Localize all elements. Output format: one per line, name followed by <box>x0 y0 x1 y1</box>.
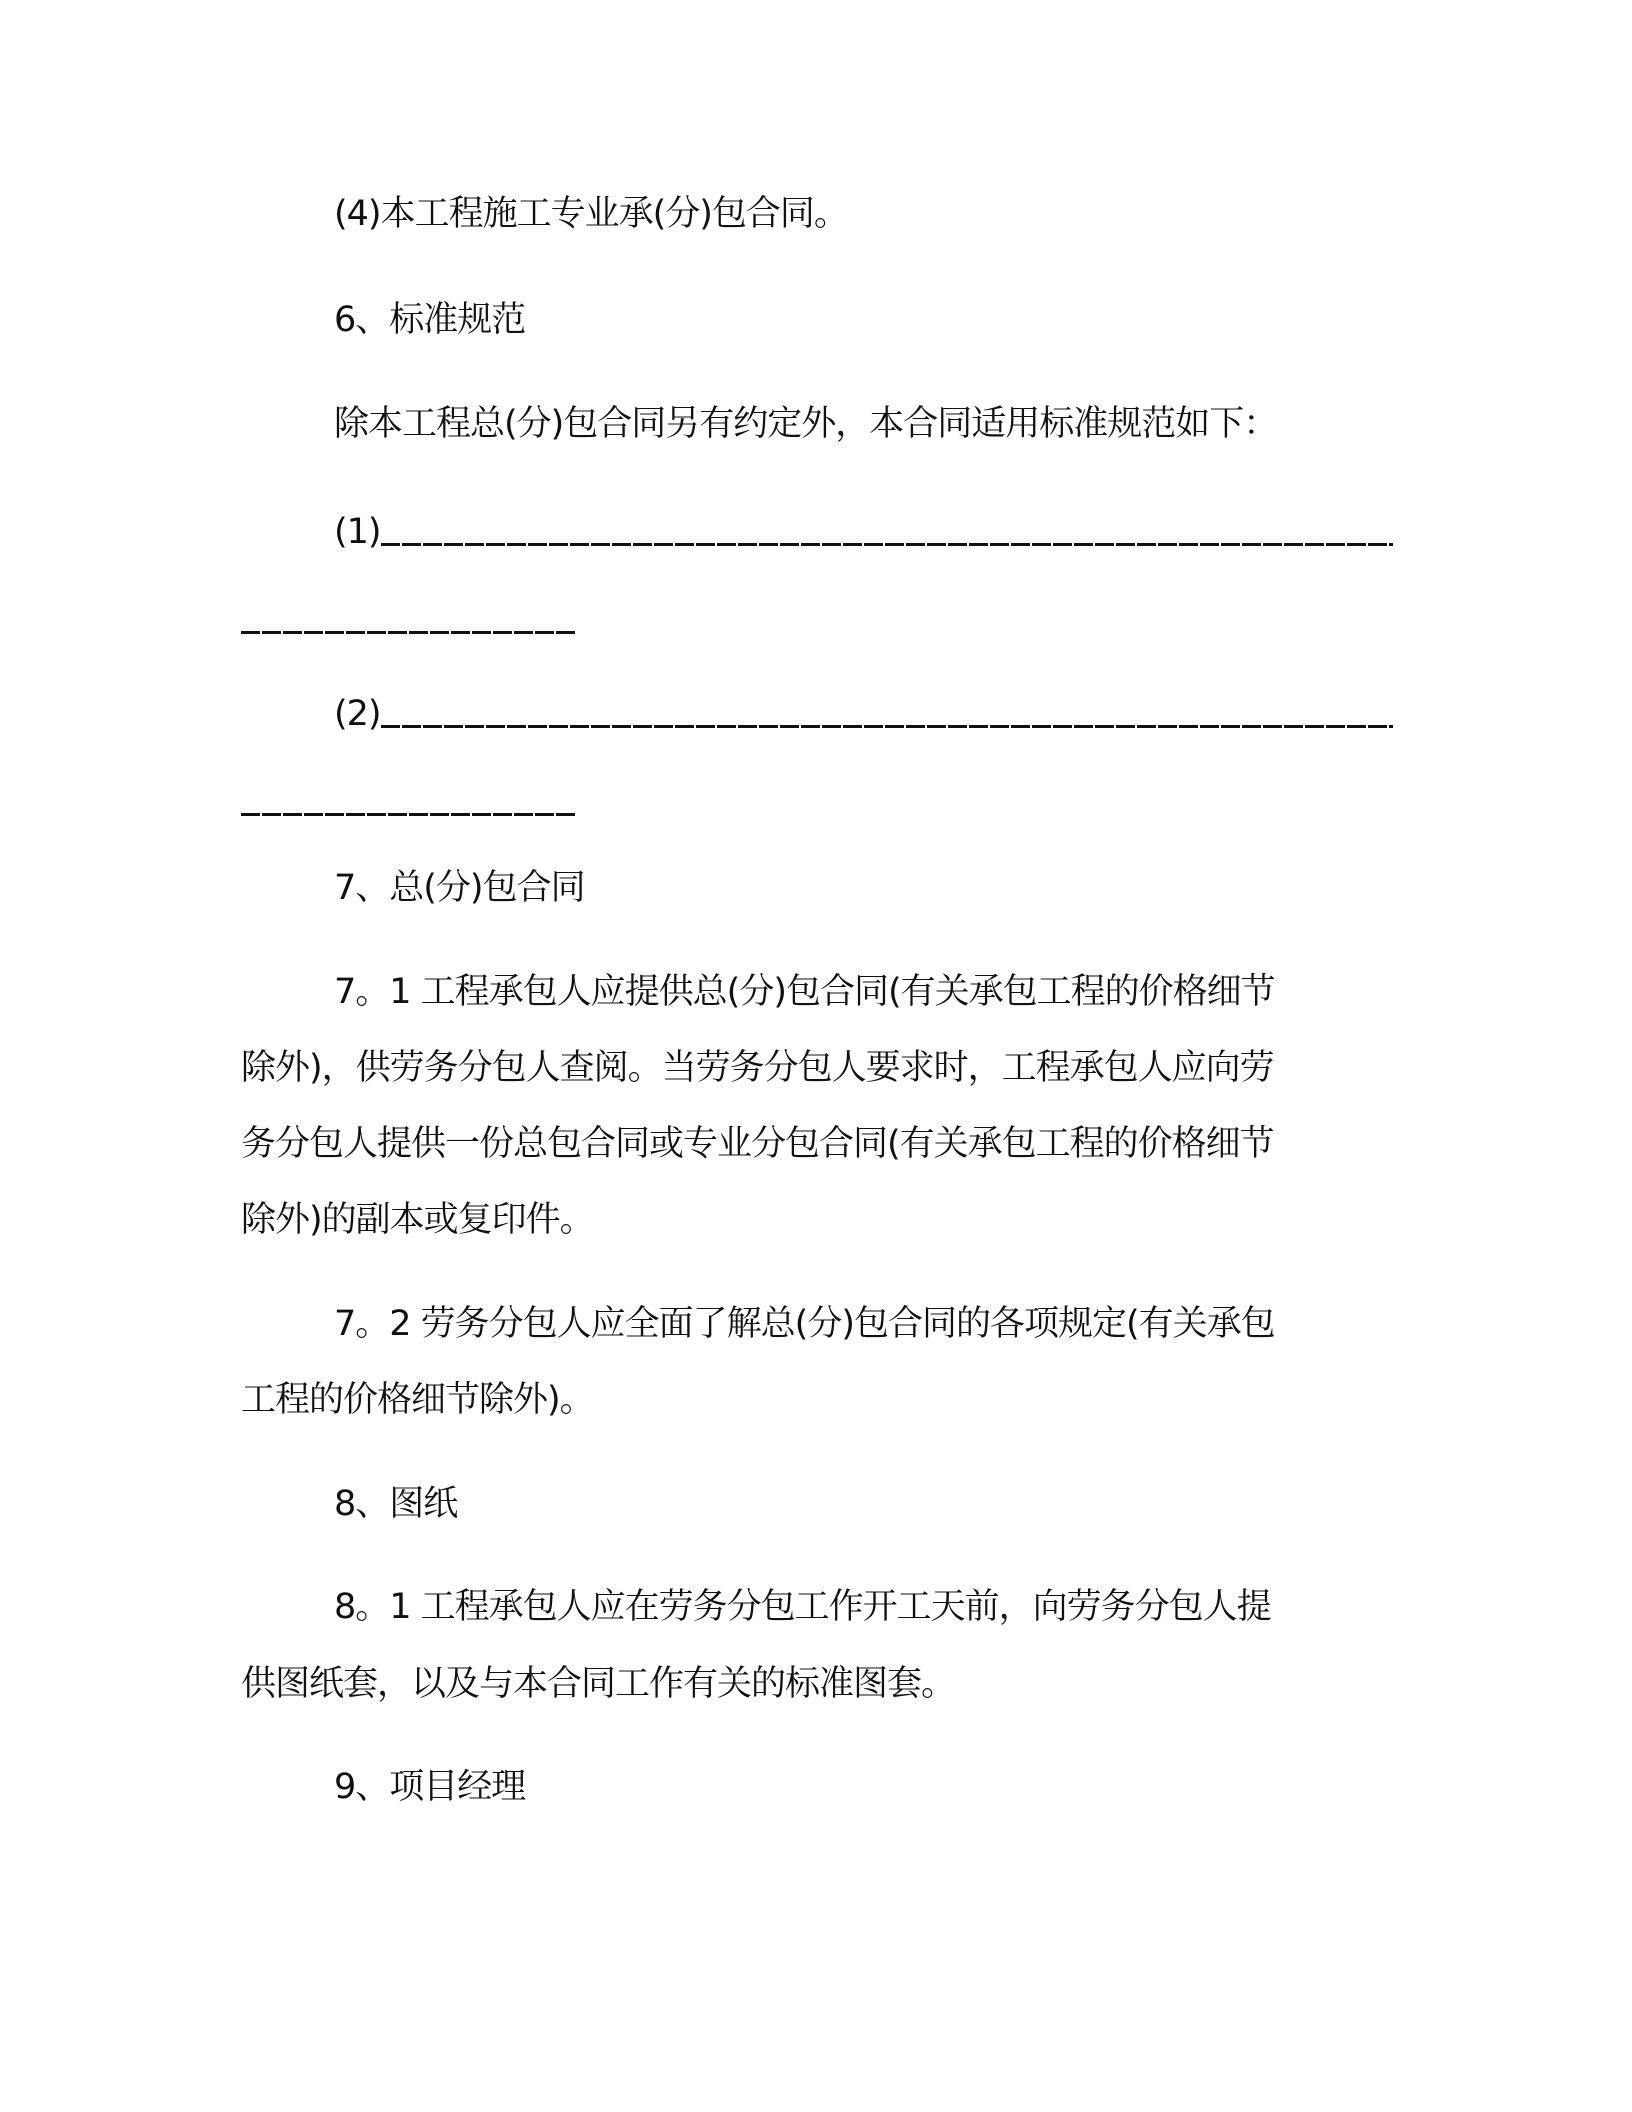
standard-field-1[interactable] <box>334 510 1494 554</box>
standard-field-2-label: (2) <box>334 694 381 734</box>
standard-field-1-blank[interactable] <box>381 543 1393 546</box>
clause-7-1-line: 7。1 工程承包人应提供总(分)包合同(有关承包工程的价格细节 <box>334 972 1275 1012</box>
clause-7-2-line: 工程的价格细节除外)。 <box>241 1380 594 1420</box>
standard-field-1-blank-continuation[interactable] <box>241 631 577 634</box>
standard-field-1-label: (1) <box>334 512 381 552</box>
section-heading-standards: 6、标准规范 <box>334 300 526 340</box>
clause-7-1-line: 务分包人提供一份总包合同或专业分包合同(有关承包工程的价格细节 <box>241 1124 1274 1164</box>
standards-intro-text: 除本工程总(分)包合同另有约定外，本合同适用标准规范如下： <box>334 404 1278 444</box>
clause-8-1-line: 供图纸套，以及与本合同工作有关的标准图套。 <box>241 1664 956 1704</box>
clause-7-1-line: 除外)的副本或复印件。 <box>241 1200 594 1240</box>
section-heading-project-manager: 9、项目经理 <box>334 1767 526 1807</box>
standard-field-2-blank[interactable] <box>381 725 1393 728</box>
clause-8-1-line: 8。1 工程承包人应在劳务分包工作开工天前，向劳务分包人提 <box>334 1587 1271 1627</box>
clause-7-1-line: 除外)，供劳务分包人查阅。当劳务分包人要求时，工程承包人应向劳 <box>241 1048 1274 1088</box>
standard-field-2-blank-continuation[interactable] <box>241 813 577 816</box>
list-item-subcontract: (4)本工程施工专业承(分)包合同。 <box>334 194 848 234</box>
section-heading-main-contract: 7、总(分)包合同 <box>334 868 585 908</box>
standard-field-2[interactable] <box>334 692 1494 736</box>
section-heading-drawings: 8、图纸 <box>334 1484 458 1524</box>
clause-7-2-line: 7。2 劳务分包人应全面了解总(分)包合同的各项规定(有关承包 <box>334 1304 1275 1344</box>
